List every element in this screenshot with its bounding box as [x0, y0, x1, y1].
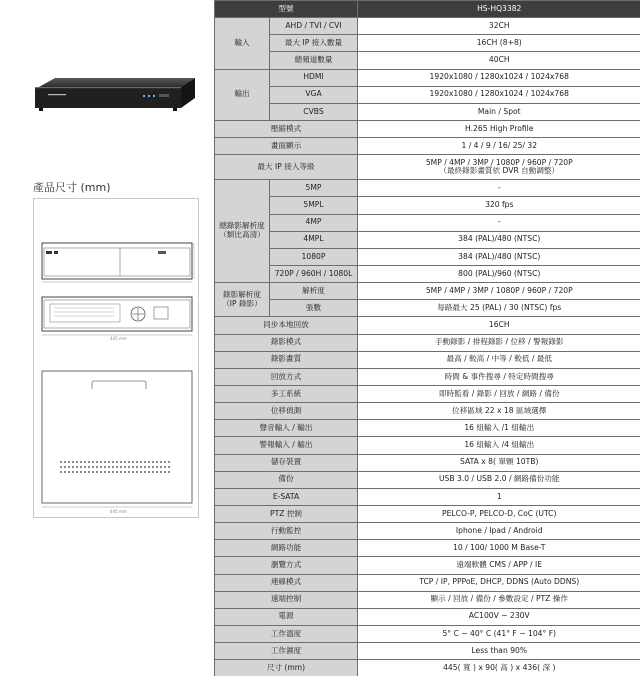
browse-label: 瀏覽方式 [215, 557, 358, 574]
dimension-drawing-box [33, 198, 199, 518]
rec-mode-label: 錄影模式 [215, 334, 358, 351]
multitask-label: 多工系統 [215, 385, 358, 402]
size-value: 445( 寬 ) x 90( 高 ) x 436( 深 ) [358, 660, 640, 676]
table-row [215, 557, 640, 574]
playback-value: 16CH [358, 317, 640, 334]
table-row [215, 86, 640, 103]
table-row [215, 138, 640, 155]
table-row [215, 523, 640, 540]
table-row [215, 385, 640, 402]
ip-max-label: 最大 IP 接入數量 [270, 35, 358, 52]
compress-label: 壓縮模式 [215, 120, 358, 137]
temp-value: 5° C ~ 40° C (41° F ~ 104° F) [358, 625, 640, 642]
hdmi-label: HDMI [270, 69, 358, 86]
table-row [215, 283, 640, 300]
playback-mode-label: 回放方式 [215, 368, 358, 385]
ip-rec-group-line2: （IP 錄影） [217, 300, 267, 309]
multitask-value: 即時監看 / 錄影 / 回放 / 網路 / 備份 [358, 385, 640, 402]
table-row [215, 265, 640, 282]
backup-value: USB 3.0 / USB 2.0 / 網路備份功能 [358, 471, 640, 488]
table-row [215, 488, 640, 505]
mobile-label: 行動監控 [215, 523, 358, 540]
audio-label: 聲音輸入 / 輸出 [215, 420, 358, 437]
table-row [215, 454, 640, 471]
alarm-value: 16 組輸入 /4 組輸出 [358, 437, 640, 454]
ahd-value: 32CH [358, 18, 640, 35]
svg-text:445 mm: 445 mm [110, 509, 127, 514]
table-row [215, 52, 640, 69]
table-row [215, 248, 640, 265]
ip-rec-group-line1: 錄影解析度 [217, 291, 267, 300]
remote-value: 顯示 / 回放 / 備份 / 參數設定 / PTZ 操作 [358, 591, 640, 608]
r5mp-value: - [358, 180, 640, 197]
cvbs-value: Main / Spot [358, 103, 640, 120]
rec-res-group-line2: （類比高清） [217, 231, 267, 240]
size-label: 尺寸 (mm) [215, 660, 358, 676]
product-image [33, 78, 195, 114]
table-row [215, 368, 640, 385]
r4mpl-label: 4MPL [270, 231, 358, 248]
ip-level-value-line1: 5MP / 4MP / 3MP / 1080P / 960P / 720P [360, 159, 639, 168]
esata-value: 1 [358, 488, 640, 505]
vga-value: 1920x1080 / 1280x1024 / 1024x768 [358, 86, 640, 103]
playback-mode-value: 時間 & 事件搜尋 / 特定時間搜尋 [358, 368, 640, 385]
humid-label: 工作濕度 [215, 643, 358, 660]
r720-value: 800 (PAL)/960 (NTSC) [358, 265, 640, 282]
r5mpl-label: 5MPL [270, 197, 358, 214]
table-row [215, 660, 640, 676]
alarm-label: 警報輸入 / 輸出 [215, 437, 358, 454]
table-row [215, 334, 640, 351]
table-row [215, 103, 640, 120]
compress-value: H.265 High Profile [358, 120, 640, 137]
playback-label: 同步本地回放 [215, 317, 358, 334]
vga-label: VGA [270, 86, 358, 103]
ahd-label: AHD / TVI / CVI [270, 18, 358, 35]
conn-label: 連線模式 [215, 574, 358, 591]
storage-label: 儲存裝置 [215, 454, 358, 471]
model-label: 型號 [215, 1, 358, 18]
table-row [215, 231, 640, 248]
ip-level-value-line2: （最終錄影畫質依 DVR 自動調整） [360, 167, 639, 176]
table-row [215, 155, 640, 180]
output-group-label: 輸出 [215, 69, 270, 120]
table-row [215, 214, 640, 231]
network-value: 10 / 100/ 1000 M Base-T [358, 540, 640, 557]
ip-max-value: 16CH (8+8) [358, 35, 640, 52]
table-row [215, 420, 640, 437]
r4mp-label: 4MP [270, 214, 358, 231]
r4mpl-value: 384 (PAL)/480 (NTSC) [358, 231, 640, 248]
r5mp-label: 5MP [270, 180, 358, 197]
hdmi-value: 1920x1080 / 1280x1024 / 1024x768 [358, 69, 640, 86]
spec-header-row [215, 1, 640, 18]
table-row [215, 505, 640, 522]
esata-label: E-SATA [215, 488, 358, 505]
mobile-value: Iphone / Ipad / Android [358, 523, 640, 540]
svg-text:445 mm: 445 mm [110, 336, 127, 341]
power-label: 電源 [215, 608, 358, 625]
table-row [215, 591, 640, 608]
r4mp-value: - [358, 214, 640, 231]
rec-quality-label: 錄影畫質 [215, 351, 358, 368]
rec-mode-value: 手動錄影 / 排程錄影 / 位移 / 警報錄影 [358, 334, 640, 351]
r1080-label: 1080P [270, 248, 358, 265]
browse-value: 遠端軟體 CMS / APP / IE [358, 557, 640, 574]
channels-value: 40CH [358, 52, 640, 69]
table-row [215, 317, 640, 334]
ip-res-value: 5MP / 4MP / 3MP / 1080P / 960P / 720P [358, 283, 640, 300]
network-label: 網路功能 [215, 540, 358, 557]
table-row [215, 574, 640, 591]
motion-label: 位移偵測 [215, 403, 358, 420]
rec-res-group-line1: 總錄影解析度 [217, 222, 267, 231]
rec-quality-value: 最高 / 較高 / 中等 / 較低 / 最低 [358, 351, 640, 368]
table-row [215, 69, 640, 86]
table-row [215, 18, 640, 35]
display-label: 畫面顯示 [215, 138, 358, 155]
table-row [215, 180, 640, 197]
conn-value: TCP / IP, PPPoE, DHCP, DDNS (Auto DDNS) [358, 574, 640, 591]
ip-level-label: 最大 IP 接入等級 [215, 155, 358, 180]
display-value: 1 / 4 / 9 / 16/ 25/ 32 [358, 138, 640, 155]
table-row [215, 120, 640, 137]
table-row [215, 608, 640, 625]
table-row [215, 197, 640, 214]
audio-value: 16 組輸入 /1 組輸出 [358, 420, 640, 437]
ptz-label: PTZ 控制 [215, 505, 358, 522]
cvbs-label: CVBS [270, 103, 358, 120]
table-row [215, 351, 640, 368]
model-value: HS-HQ3382 [358, 1, 640, 18]
table-row [215, 643, 640, 660]
table-row [215, 471, 640, 488]
motion-value: 位移區域 22 x 18 區域選擇 [358, 403, 640, 420]
ip-rec-group-label [215, 283, 270, 317]
humid-value: Less than 90% [358, 643, 640, 660]
storage-value: SATA x 8( 單顆 10TB) [358, 454, 640, 471]
table-row [215, 35, 640, 52]
dimension-drawing [34, 199, 198, 517]
power-value: AC100V ~ 230V [358, 608, 640, 625]
table-row [215, 300, 640, 317]
ip-frames-label: 張數 [270, 300, 358, 317]
ip-frames-value: 每路最大 25 (PAL) / 30 (NTSC) fps [358, 300, 640, 317]
input-group-label: 輸入 [215, 18, 270, 69]
temp-label: 工作溫度 [215, 625, 358, 642]
rec-res-group-label [215, 180, 270, 283]
table-row [215, 437, 640, 454]
channels-label: 總頻道數量 [270, 52, 358, 69]
ip-level-value [358, 155, 640, 180]
spec-table [214, 0, 640, 676]
remote-label: 遠端控制 [215, 591, 358, 608]
r720-label: 720P / 960H / 1080L [270, 265, 358, 282]
table-row [215, 403, 640, 420]
r5mpl-value: 320 fps [358, 197, 640, 214]
table-row [215, 540, 640, 557]
r1080-value: 384 (PAL)/480 (NTSC) [358, 248, 640, 265]
backup-label: 備份 [215, 471, 358, 488]
ip-res-label: 解析度 [270, 283, 358, 300]
ptz-value: PELCO-P, PELCO-D, CoC (UTC) [358, 505, 640, 522]
product-size-title: 產品尺寸 (mm) [33, 179, 111, 195]
